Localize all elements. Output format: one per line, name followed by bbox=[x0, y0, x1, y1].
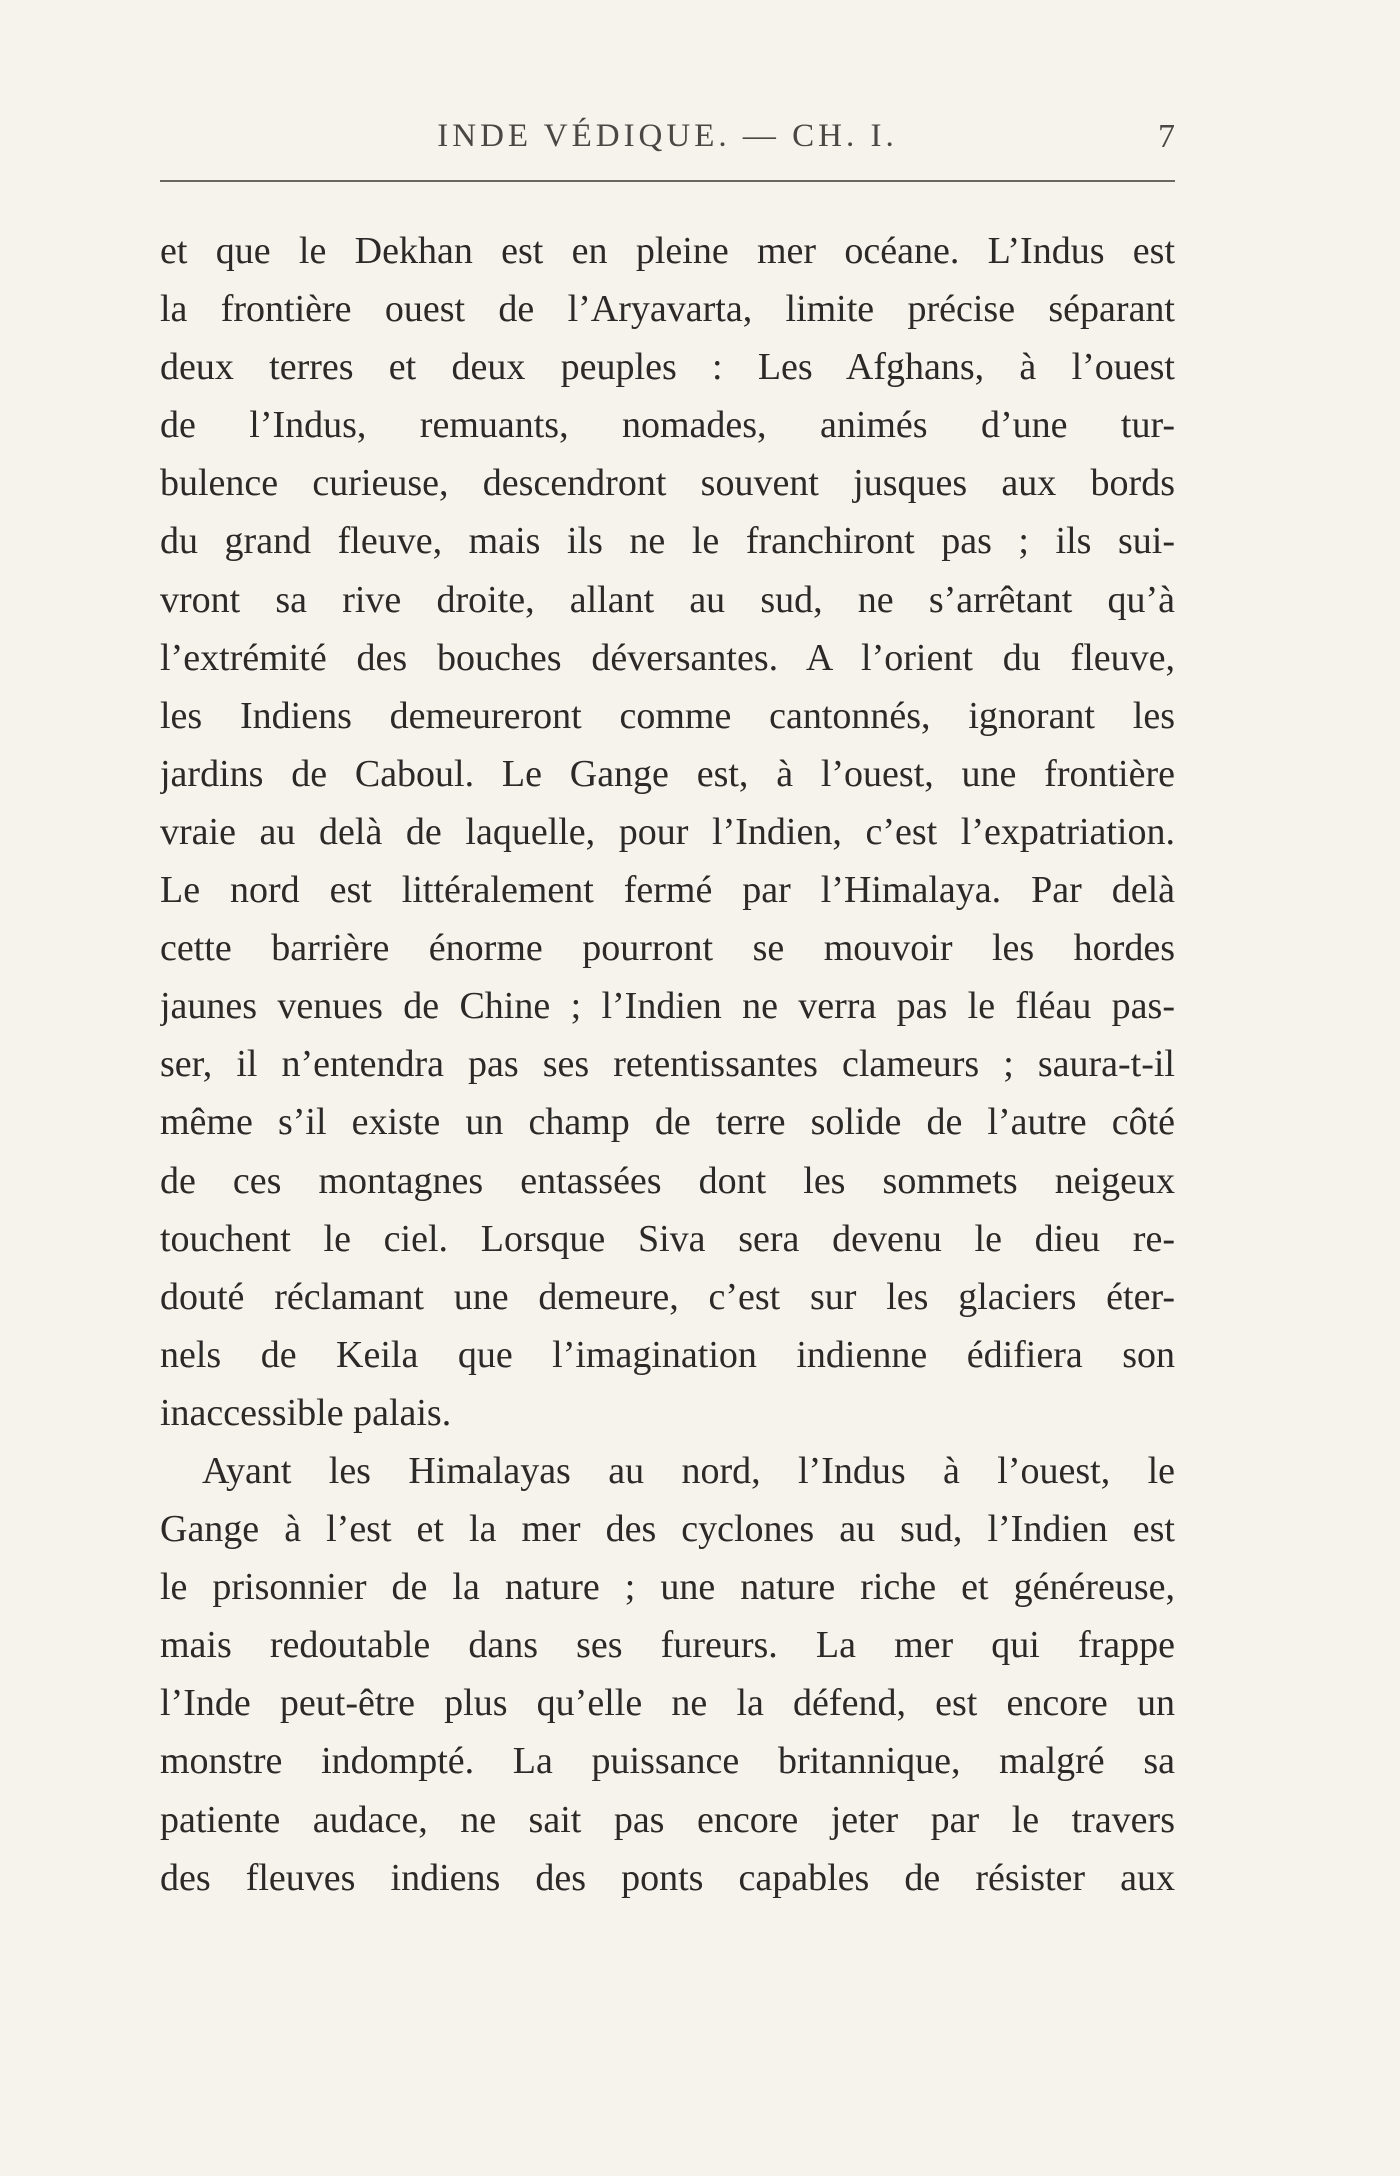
paragraph-2 bbox=[160, 1442, 1175, 1907]
text-line: l’extrémité des bouches déversantes. A l’orient du fleuve, bbox=[160, 636, 1175, 679]
running-title: INDE VÉDIQUE. — CH. I. bbox=[437, 118, 898, 154]
text-line: bulence curieuse, descendront souvent jusques aux bords bbox=[160, 462, 1175, 505]
paragraph-1 bbox=[160, 222, 1175, 1442]
text-line: cette barrière énorme pourront se mouvoir les hordes bbox=[160, 927, 1175, 970]
text-line: Ayant les Himalayas au nord, l’Indus à l’ouest, le bbox=[202, 1449, 1175, 1492]
text-line: la frontière ouest de l’Aryavarta, limite précise séparant bbox=[160, 288, 1175, 331]
text-line: même s’il existe un champ de terre solide de l’autre côté bbox=[160, 1101, 1175, 1144]
text-line: le prisonnier de la nature ; une nature riche et généreuse, bbox=[160, 1566, 1175, 1609]
text-line: ser, il n’entendra pas ses retentissantes clameurs ; saura-t-il bbox=[160, 1043, 1175, 1086]
text-line: Gange à l’est et la mer des cyclones au sud, l’Indien est bbox=[160, 1508, 1175, 1551]
page-number: 7 bbox=[1158, 118, 1175, 155]
text-line: nels de Keila que l’imagination indienne édifiera son bbox=[160, 1333, 1175, 1376]
text-line: du grand fleuve, mais ils ne le franchiront pas ; ils sui- bbox=[160, 520, 1175, 563]
running-head bbox=[160, 118, 1175, 168]
text-line: patiente audace, ne sait pas encore jeter par le travers bbox=[160, 1798, 1175, 1841]
text-line: l’Inde peut-être plus qu’elle ne la défend, est encore un bbox=[160, 1682, 1175, 1725]
text-line: de ces montagnes entassées dont les sommets neigeux bbox=[160, 1159, 1175, 1202]
text-line: deux terres et deux peuples : Les Afghans, à l’ouest bbox=[160, 346, 1175, 389]
text-line: touchent le ciel. Lorsque Siva sera devenu le dieu re- bbox=[160, 1217, 1175, 1260]
text-line: jardins de Caboul. Le Gange est, à l’ouest, une frontière bbox=[160, 752, 1175, 795]
text-line: mais redoutable dans ses fureurs. La mer qui frappe bbox=[160, 1624, 1175, 1667]
text-line: vraie au delà de laquelle, pour l’Indien, c’est l’expatriation. bbox=[160, 810, 1175, 853]
header-rule bbox=[160, 180, 1175, 182]
text-line: inaccessible palais. bbox=[160, 1391, 452, 1434]
text-line: monstre indompté. La puissance britannique, malgré sa bbox=[160, 1740, 1175, 1783]
text-line: des fleuves indiens des ponts capables de résister aux bbox=[160, 1856, 1175, 1899]
text-line: douté réclamant une demeure, c’est sur les glaciers éter- bbox=[160, 1275, 1175, 1318]
text-line: et que le Dekhan est en pleine mer océane. L’Indus est bbox=[160, 230, 1175, 272]
text-line: les Indiens demeureront comme cantonnés, ignorant les bbox=[160, 694, 1175, 737]
text-line: de l’Indus, remuants, nomades, animés d’une tur- bbox=[160, 404, 1175, 447]
text-line: jaunes venues de Chine ; l’Indien ne verra pas le fléau pas- bbox=[160, 985, 1175, 1028]
body-text bbox=[160, 222, 1175, 1907]
text-line: vront sa rive droite, allant au sud, ne s’arrêtant qu’à bbox=[160, 578, 1175, 621]
text-line: Le nord est littéralement fermé par l’Himalaya. Par delà bbox=[160, 869, 1175, 912]
